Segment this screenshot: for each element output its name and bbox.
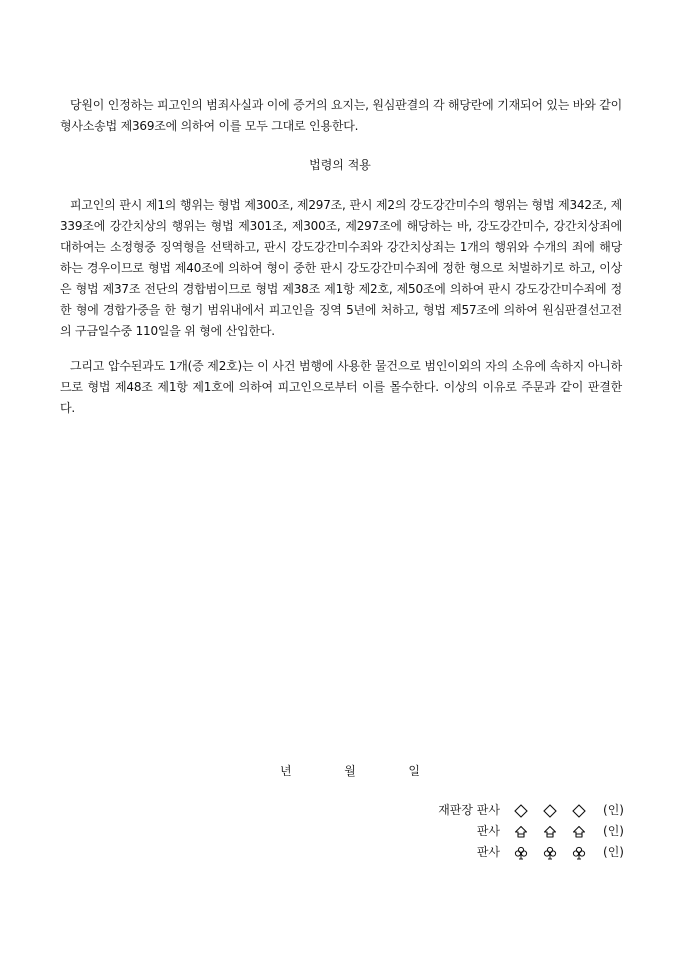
year-label: 년 [280, 764, 292, 778]
signature-row-judge-1 [438, 821, 624, 842]
facts-paragraph: 당원이 인정하는 피고인의 범죄사실과 이에 증거의 요지는, 원심판결의 각 해당란에 기재되어 있는 바와 같이 형사소송법 제369조에 의하여 이를 모두 그대로 인용한다. [60, 98, 622, 133]
clover-outline-icon [514, 846, 528, 860]
signature-title: 판사 [476, 824, 500, 838]
signature-row-judge-2 [438, 842, 624, 863]
signature-row-presiding [438, 800, 624, 821]
law-application-paragraph: 피고인의 판시 제1의 행위는 형법 제300조, 제297조, 판시 제2의 강도강간미수의 행위는 형법 제342조, 제339조에 강간치상의 행위는 형법 제301조, 제300조, 제297조에 해당하는 바, 강도강간미수, 강간치상죄에 대하여는 소정형중 징역형을 선택하고, 판시 강도강간미수죄와 강간치상죄는 1개의 행위와 수개의 죄에 해당하는 경우이므로 형법 제40조에 의하여 형이 중한 판시 강도강간미수죄에 정한 형으로 처벌하기로 하고, 이상은 형법 제37조 전단의 경합범이므로 형법 제38조 제1항 제2호, 제50조에 의하여 판시 강도강간미수죄에 정한 형에 경합가중을 한 형기 범위내에서 피고인을 징역 5년에 처하고, 형법 제57조에 의하여 원심판결선고전의 구금일수중 110일을 위 형에 산입한다. [60, 198, 622, 338]
seal-mark: (인) [603, 803, 624, 817]
signature-marks [514, 804, 586, 818]
day-label: 일 [408, 764, 420, 778]
club-outline-icon [572, 825, 586, 839]
diamond-outline-icon [514, 804, 528, 818]
signature-marks [514, 846, 586, 860]
diamond-outline-icon [543, 804, 557, 818]
month-label: 월 [344, 764, 356, 778]
signature-title: 재판장 판사 [438, 803, 500, 817]
section-heading: 법령의 적용 [309, 158, 371, 172]
signature-block [438, 800, 624, 863]
club-outline-icon [543, 825, 557, 839]
club-outline-icon [514, 825, 528, 839]
clover-outline-icon [572, 846, 586, 860]
date-line [280, 762, 420, 780]
clover-outline-icon [543, 846, 557, 860]
diamond-outline-icon [572, 804, 586, 818]
signature-title: 판사 [476, 845, 500, 859]
confiscation-paragraph: 그리고 압수된과도 1개(증 제2호)는 이 사건 범행에 사용한 물건으로 범인이외의 자의 소유에 속하지 아니하므로 형법 제48조 제1항 제1호에 의하여 피고인으로부터 이를 몰수한다. 이상의 이유로 주문과 같이 판결한다. [60, 359, 622, 415]
seal-mark: (인) [603, 845, 624, 859]
seal-mark: (인) [603, 824, 624, 838]
signature-marks [514, 825, 586, 839]
